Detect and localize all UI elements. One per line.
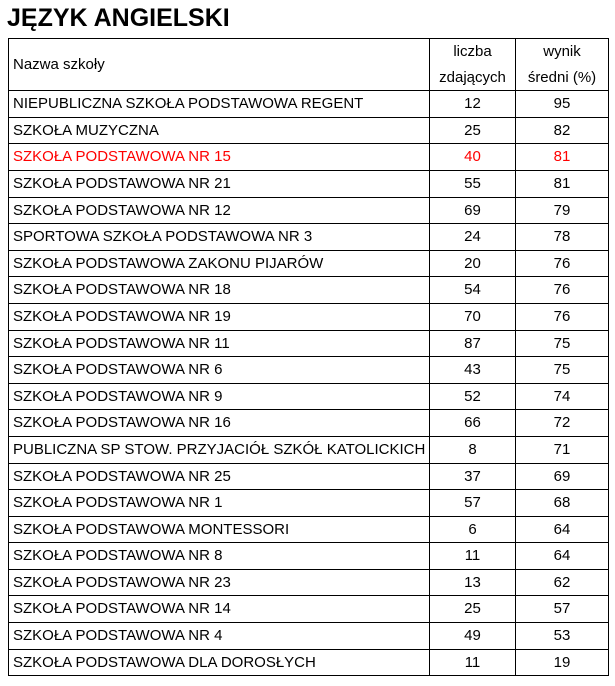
school-name-cell: SZKOŁA PODSTAWOWA NR 6 (9, 357, 430, 384)
test-takers-cell: 24 (430, 224, 516, 251)
average-score-cell: 57 (516, 596, 609, 623)
school-name-cell: SZKOŁA PODSTAWOWA NR 12 (9, 197, 430, 224)
test-takers-cell: 43 (430, 357, 516, 384)
results-table (8, 38, 609, 676)
school-name-cell: SZKOŁA PODSTAWOWA NR 16 (9, 410, 430, 437)
table-row (9, 649, 609, 676)
average-score-cell: 76 (516, 303, 609, 330)
school-name-cell: SZKOŁA PODSTAWOWA NR 9 (9, 383, 430, 410)
test-takers-cell: 12 (430, 91, 516, 118)
average-score-cell: 69 (516, 463, 609, 490)
table-row (9, 410, 609, 437)
test-takers-cell: 54 (430, 277, 516, 304)
test-takers-cell: 6 (430, 516, 516, 543)
table-body (9, 91, 609, 676)
school-name-cell: SZKOŁA PODSTAWOWA NR 19 (9, 303, 430, 330)
table-row (9, 357, 609, 384)
school-name-cell: SZKOŁA PODSTAWOWA NR 25 (9, 463, 430, 490)
average-score-cell: 74 (516, 383, 609, 410)
school-name-cell: SZKOŁA PODSTAWOWA NR 11 (9, 330, 430, 357)
test-takers-cell: 66 (430, 410, 516, 437)
table-row (9, 303, 609, 330)
table-row (9, 197, 609, 224)
school-name-cell: SZKOŁA MUZYCZNA (9, 117, 430, 144)
table-row (9, 623, 609, 650)
school-name-cell: SZKOŁA PODSTAWOWA NR 18 (9, 277, 430, 304)
table-row (9, 569, 609, 596)
table-row (9, 543, 609, 570)
header-score-line1: wynik (543, 43, 581, 60)
school-name-cell: SZKOŁA PODSTAWOWA NR 1 (9, 490, 430, 517)
average-score-cell: 62 (516, 569, 609, 596)
average-score-cell: 81 (516, 170, 609, 197)
header-count (430, 39, 516, 91)
school-name-cell: SZKOŁA PODSTAWOWA DLA DOROSŁYCH (9, 649, 430, 676)
test-takers-cell: 11 (430, 649, 516, 676)
table-row (9, 144, 609, 171)
school-name-cell: PUBLICZNA SP STOW. PRZYJACIÓŁ SZKÓŁ KATOLICKICH (9, 436, 430, 463)
header-count-line2: zdających (439, 68, 506, 86)
average-score-cell: 53 (516, 623, 609, 650)
table-row (9, 224, 609, 251)
table-row (9, 490, 609, 517)
school-name-cell: NIEPUBLICZNA SZKOŁA PODSTAWOWA REGENT (9, 91, 430, 118)
school-name-cell: SPORTOWA SZKOŁA PODSTAWOWA NR 3 (9, 224, 430, 251)
header-count-line1: liczba (453, 43, 492, 60)
average-score-cell: 72 (516, 410, 609, 437)
table-row (9, 516, 609, 543)
school-name-cell: SZKOŁA PODSTAWOWA NR 15 (9, 144, 430, 171)
test-takers-cell: 55 (430, 170, 516, 197)
table-row (9, 463, 609, 490)
school-name-cell: SZKOŁA PODSTAWOWA ZAKONU PIJARÓW (9, 250, 430, 277)
test-takers-cell: 25 (430, 596, 516, 623)
average-score-cell: 95 (516, 91, 609, 118)
average-score-cell: 82 (516, 117, 609, 144)
average-score-cell: 19 (516, 649, 609, 676)
average-score-cell: 64 (516, 516, 609, 543)
table-row (9, 436, 609, 463)
table-row (9, 117, 609, 144)
header-score (516, 39, 609, 91)
table-row (9, 170, 609, 197)
test-takers-cell: 87 (430, 330, 516, 357)
test-takers-cell: 37 (430, 463, 516, 490)
header-score-line2: średni (%) (527, 68, 597, 86)
test-takers-cell: 57 (430, 490, 516, 517)
school-name-cell: SZKOŁA PODSTAWOWA NR 8 (9, 543, 430, 570)
table-row (9, 91, 609, 118)
average-score-cell: 75 (516, 357, 609, 384)
test-takers-cell: 20 (430, 250, 516, 277)
school-name-cell: SZKOŁA PODSTAWOWA MONTESSORI (9, 516, 430, 543)
test-takers-cell: 49 (430, 623, 516, 650)
page-title: JĘZYK ANGIELSKI (7, 4, 230, 32)
table-row (9, 383, 609, 410)
average-score-cell: 76 (516, 277, 609, 304)
average-score-cell: 76 (516, 250, 609, 277)
header-school-name: Nazwa szkoły (9, 39, 430, 91)
school-name-cell: SZKOŁA PODSTAWOWA NR 21 (9, 170, 430, 197)
average-score-cell: 68 (516, 490, 609, 517)
table-row (9, 277, 609, 304)
average-score-cell: 78 (516, 224, 609, 251)
average-score-cell: 79 (516, 197, 609, 224)
average-score-cell: 81 (516, 144, 609, 171)
test-takers-cell: 40 (430, 144, 516, 171)
table-row (9, 250, 609, 277)
table-header-row (9, 39, 609, 91)
test-takers-cell: 25 (430, 117, 516, 144)
table-row (9, 330, 609, 357)
table-row (9, 596, 609, 623)
school-name-cell: SZKOŁA PODSTAWOWA NR 23 (9, 569, 430, 596)
test-takers-cell: 13 (430, 569, 516, 596)
test-takers-cell: 69 (430, 197, 516, 224)
school-name-cell: SZKOŁA PODSTAWOWA NR 14 (9, 596, 430, 623)
test-takers-cell: 52 (430, 383, 516, 410)
school-name-cell: SZKOŁA PODSTAWOWA NR 4 (9, 623, 430, 650)
test-takers-cell: 11 (430, 543, 516, 570)
average-score-cell: 71 (516, 436, 609, 463)
test-takers-cell: 70 (430, 303, 516, 330)
test-takers-cell: 8 (430, 436, 516, 463)
average-score-cell: 64 (516, 543, 609, 570)
average-score-cell: 75 (516, 330, 609, 357)
